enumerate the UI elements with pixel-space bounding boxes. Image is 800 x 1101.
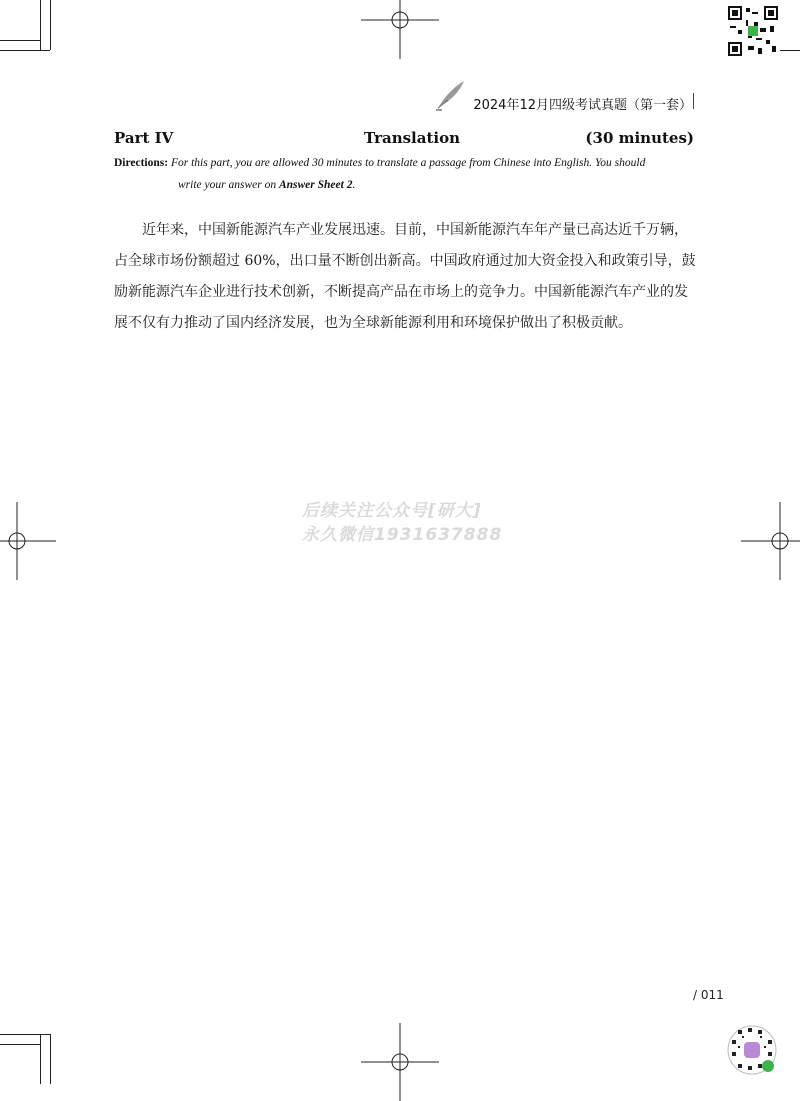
crop-mark — [50, 0, 51, 50]
answer-sheet-ref: Answer Sheet 2 — [278, 179, 353, 191]
watermark — [302, 499, 512, 547]
section-heading — [114, 129, 694, 149]
directions-line-1 — [114, 152, 694, 174]
crop-mark — [0, 1044, 40, 1045]
part-label: Part IV — [114, 129, 174, 147]
registration-target-icon — [0, 502, 56, 580]
qr-code-icon[interactable] — [726, 4, 780, 58]
crop-mark — [0, 50, 50, 51]
crop-mark — [40, 0, 41, 50]
quill-icon — [434, 78, 468, 112]
crop-mark — [0, 40, 40, 41]
directions-line-2 — [114, 174, 694, 196]
header-divider — [693, 93, 694, 109]
directions-suffix: . — [352, 179, 356, 191]
crop-mark — [40, 1034, 41, 1084]
page-header-title: 2024年12月四级考试真题（第一套） — [473, 98, 692, 113]
crop-mark — [50, 1034, 51, 1084]
directions-prefix: write your answer on — [178, 179, 279, 191]
directions-label: Directions: — [114, 157, 169, 169]
passage-line: 展不仅有力推动了国内经济发展，也为全球新能源利用和环境保护做出了积极贡献。 — [114, 315, 632, 331]
watermark-line-1: 后续关注公众号[研大] — [302, 501, 482, 521]
registration-target-icon — [361, 1023, 439, 1101]
passage-line: 近年来，中国新能源汽车产业发展迅速。目前，中国新能源汽车年产量已高达近千万辆， — [114, 222, 688, 238]
watermark-line-2: 永久微信1931637888 — [302, 525, 503, 545]
section-name: Translation — [364, 129, 460, 147]
time-limit: (30 minutes) — [585, 129, 694, 147]
qr-code-icon[interactable] — [726, 1024, 778, 1076]
directions — [114, 152, 694, 196]
translation-passage — [114, 215, 696, 339]
registration-target-icon — [741, 502, 800, 580]
registration-target-icon — [361, 0, 439, 59]
page-number: / 011 — [693, 988, 724, 1002]
passage-line: 励新能源汽车企业进行技术创新，不断提高产品在市场上的竞争力。中国新能源汽车产业的发 — [114, 284, 688, 300]
crop-mark — [0, 1034, 50, 1035]
passage-line: 占全球市场份额超过 60%，出口量不断创出新高。中国政府通过加大资金投入和政策引导，鼓 — [114, 253, 696, 269]
directions-text: For this part, you are allowed 30 minutes to translate a passage from Chinese into English. You should — [170, 157, 646, 169]
